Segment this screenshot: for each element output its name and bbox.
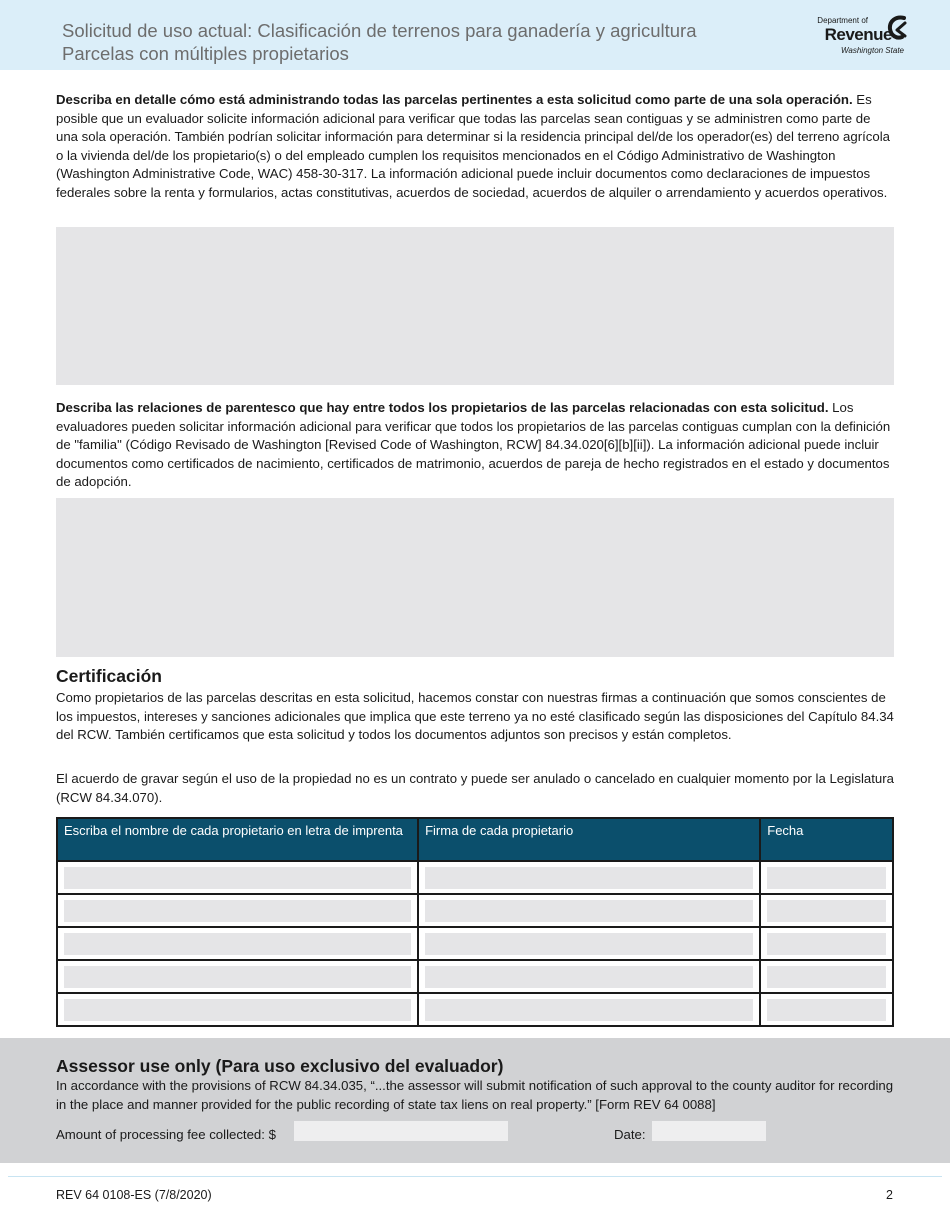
- owner-date-input[interactable]: [767, 933, 886, 955]
- owner-name-input[interactable]: [64, 867, 411, 889]
- owner-name-input[interactable]: [64, 999, 411, 1021]
- certification-heading: Certificación: [56, 666, 162, 686]
- owner-signature-input[interactable]: [425, 966, 753, 988]
- relationship-instructions-text: Los evaluadores pueden solicitar información adicional para verificar que todos los propietarios de las parcelas contiguas cumplan con la definición de "familia" (Código Revisado de Washington [Revised Code of Washington, RCW] 84.34.020[6][b][ii]). La información adicional puede incluir documentos como certificados de nacimiento, certificados de matrimonio, acuerdos de pareja de hecho registrados en el estado y documentos de adopción.: [56, 400, 891, 490]
- relationship-instructions: [56, 399, 896, 492]
- table-row: [57, 927, 893, 960]
- form-id: REV 64 0108-ES (7/8/2020): [56, 1188, 212, 1202]
- assessor-heading: Assessor use only (Para uso exclusivo del evaluador): [56, 1056, 504, 1076]
- processing-fee-input[interactable]: [294, 1121, 508, 1141]
- certification-paragraph-2: El acuerdo de gravar según el uso de la propiedad no es un contrato y puede ser anulado o cancelado en cualquier momento por la Legislatura (RCW 84.34.070).: [56, 771, 894, 805]
- operation-instructions: [56, 91, 896, 203]
- assessor-notice-text: In accordance with the provisions of RCW 84.34.035, “...the assessor will submit notification of such approval to the county auditor for recording in the place and manner provided for the public recording of state tax liens on real property.” [Form REV 64 0088]: [56, 1078, 894, 1112]
- form-title-line2: Parcelas con múltiples propietarios: [62, 43, 349, 64]
- relationship-description-field[interactable]: [56, 498, 894, 657]
- page-number: 2: [886, 1188, 893, 1202]
- owner-name-input[interactable]: [64, 900, 411, 922]
- table-row: [57, 894, 893, 927]
- logo-dept-text: Department of: [817, 16, 868, 25]
- table-row: [57, 861, 893, 894]
- assessor-date-input[interactable]: [652, 1121, 766, 1141]
- operation-instructions-bold: Describa en detalle cómo está administrando todas las parcelas pertinentes a esta solicitud como parte de una sola operación.: [56, 92, 853, 107]
- column-header-date: Fecha: [760, 818, 893, 861]
- owner-date-input[interactable]: [767, 966, 886, 988]
- department-of-revenue-logo: [818, 14, 908, 58]
- owner-name-input[interactable]: [64, 966, 411, 988]
- certification-paragraph-1: Como propietarios de las parcelas descritas en esta solicitud, hacemos constar con nuestras firmas a continuación que somos conscientes de los impuestos, intereses y sanciones adicionales que implica que este terreno ya no esté clasificado según las disposiciones del Capítulo 84.34 del RCW. También certificamos que esta solicitud y todos los documentos adjuntos son precisos y están completos.: [56, 690, 894, 743]
- table-header-row: [57, 818, 893, 861]
- logo-state-text: Washington State: [840, 46, 904, 55]
- logo-revenue-text: Revenue: [824, 25, 892, 44]
- footer-divider: [8, 1176, 942, 1177]
- operation-description-field[interactable]: [56, 227, 894, 385]
- owner-signature-input[interactable]: [425, 867, 753, 889]
- revenue-logo-icon: [886, 14, 908, 44]
- table-row: [57, 960, 893, 993]
- owner-signature-input[interactable]: [425, 900, 753, 922]
- form-title-line1: Solicitud de uso actual: Clasificación de terrenos para ganadería y agricultura: [62, 20, 697, 41]
- table-row: [57, 993, 893, 1026]
- owner-date-input[interactable]: [767, 900, 886, 922]
- owner-name-input[interactable]: [64, 933, 411, 955]
- page-header: [0, 0, 950, 70]
- form-title: [62, 19, 697, 65]
- operation-instructions-text: Es posible que un evaluador solicite información adicional para verificar que todas las parcelas sean contiguas y se administren como parte de una sola operación. También podrían solicitar información para determinar si la residencia principal del/de los operador(es) del terreno agrícola o la vivienda del/de los propietario(s) o del empleado cumplen los requisitos mencionados en el Código Administrativo de Washington (Washington Administrative Code, WAC) 458-30-317. La información adicional puede incluir documentos como declaraciones de impuestos federales sobre la renta y formularios, actas constitutivas, acuerdos de sociedad, acuerdos de alquiler o arrendamiento y acuerdos operativos.: [56, 92, 890, 200]
- column-header-owner-name: Escriba el nombre de cada propietario en letra de imprenta: [57, 818, 418, 861]
- column-header-signature: Firma de cada propietario: [418, 818, 760, 861]
- owner-signature-input[interactable]: [425, 933, 753, 955]
- relationship-instructions-bold: Describa las relaciones de parentesco que hay entre todos los propietarios de las parcelas relacionadas con esta solicitud.: [56, 400, 829, 415]
- owner-date-input[interactable]: [767, 867, 886, 889]
- owner-signature-input[interactable]: [425, 999, 753, 1021]
- owner-date-input[interactable]: [767, 999, 886, 1021]
- assessor-use-section: [0, 1038, 950, 1163]
- owners-signature-table: [56, 817, 894, 1027]
- assessor-date-label: Date:: [614, 1127, 646, 1142]
- processing-fee-label: Amount of processing fee collected: $: [56, 1127, 276, 1142]
